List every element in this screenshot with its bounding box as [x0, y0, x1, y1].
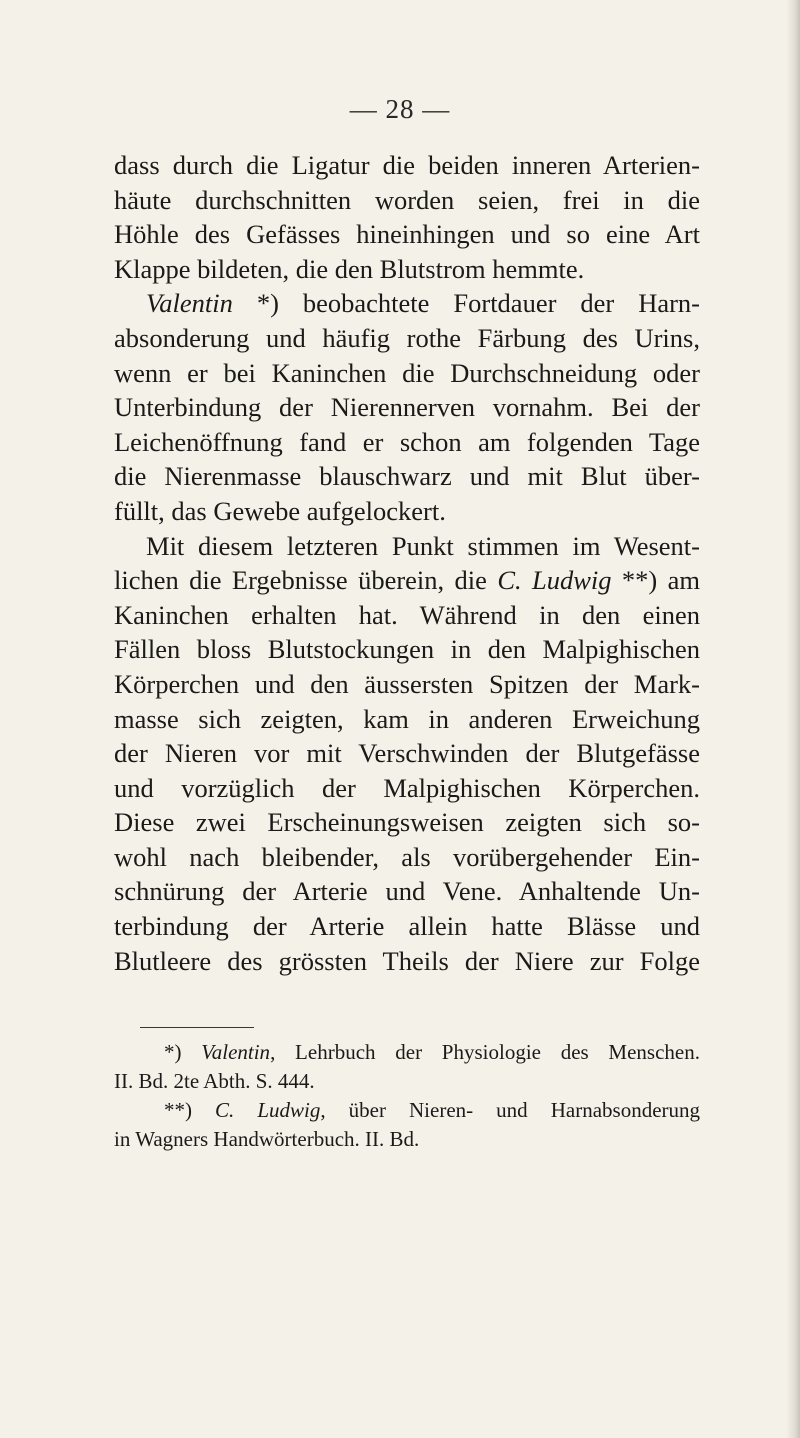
text-line: häute durchschnitten worden seien, frei in die: [114, 184, 700, 215]
text-line: Höhle des Gefässes hineinhingen und so eine Art: [114, 219, 700, 250]
footnote-line: II. Bd. 2te Abth. S. 444.: [114, 1069, 315, 1093]
text-line: die Nierenmasse blauschwarz und mit Blut über-: [114, 461, 700, 492]
text-line: Klappe bildeten, die den Blutstrom hemmte.: [114, 253, 585, 284]
footnote-line: *) Valentin, Lehrbuch der Physiologie des Menschen.: [164, 1040, 700, 1064]
footnote-divider: [140, 1027, 254, 1028]
text-line: der Nieren vor mit Verschwinden der Blutgefässe: [114, 738, 700, 769]
text-line: schnürung der Arterie und Vene. Anhaltende Un-: [114, 876, 700, 907]
text-line: Leichenöffnung fand er schon am folgenden Tage: [114, 426, 700, 457]
footnote-line: in Wagners Handwörterbuch. II. Bd.: [114, 1127, 420, 1151]
text-line: terbindung der Arterie allein hatte Blässe und: [114, 911, 700, 942]
footnote-line: **) C. Ludwig, über Nieren- und Harnabsonderung: [164, 1098, 700, 1122]
text-line: lichen die Ergebnisse überein, die C. Ludwig **) am: [114, 565, 700, 596]
page-number-header: — 28 —: [349, 94, 451, 124]
text-line: absonderung und häufig rothe Färbung des Urins,: [114, 322, 700, 353]
text-line: wenn er bei Kaninchen die Durchschneidung oder: [114, 357, 700, 388]
text-line: Unterbindung der Nierennerven vornahm. Bei der: [114, 392, 700, 423]
text-line: Mit diesem letzteren Punkt stimmen im Wesent-: [146, 530, 700, 561]
page-edge-shadow: [786, 0, 800, 1438]
text-line: Blutleere des grössten Theils der Niere zur Folge: [114, 945, 700, 976]
text-line: dass durch die Ligatur die beiden inneren Arterien-: [114, 150, 700, 180]
text-line: Körperchen und den äussersten Spitzen der Mark-: [114, 668, 700, 699]
text-line: Kaninchen erhalten hat. Während in den einen: [114, 599, 700, 630]
text-line: wohl nach bleibender, als vorübergehender Ein-: [114, 841, 700, 872]
body-text: [114, 148, 700, 978]
text-line: Valentin *) beobachtete Fortdauer der Harn-: [146, 288, 700, 319]
text-line: Diese zwei Erscheinungsweisen zeigten sich so-: [114, 807, 700, 838]
text-line: füllt, das Gewebe aufgelockert.: [114, 495, 446, 526]
text-line: Fällen bloss Blutstockungen in den Malpighischen: [114, 634, 700, 665]
text-line: und vorzüglich der Malpighischen Körperchen.: [114, 772, 700, 803]
footnotes: [114, 1038, 700, 1154]
text-line: masse sich zeigten, kam in anderen Erweichung: [114, 703, 700, 734]
